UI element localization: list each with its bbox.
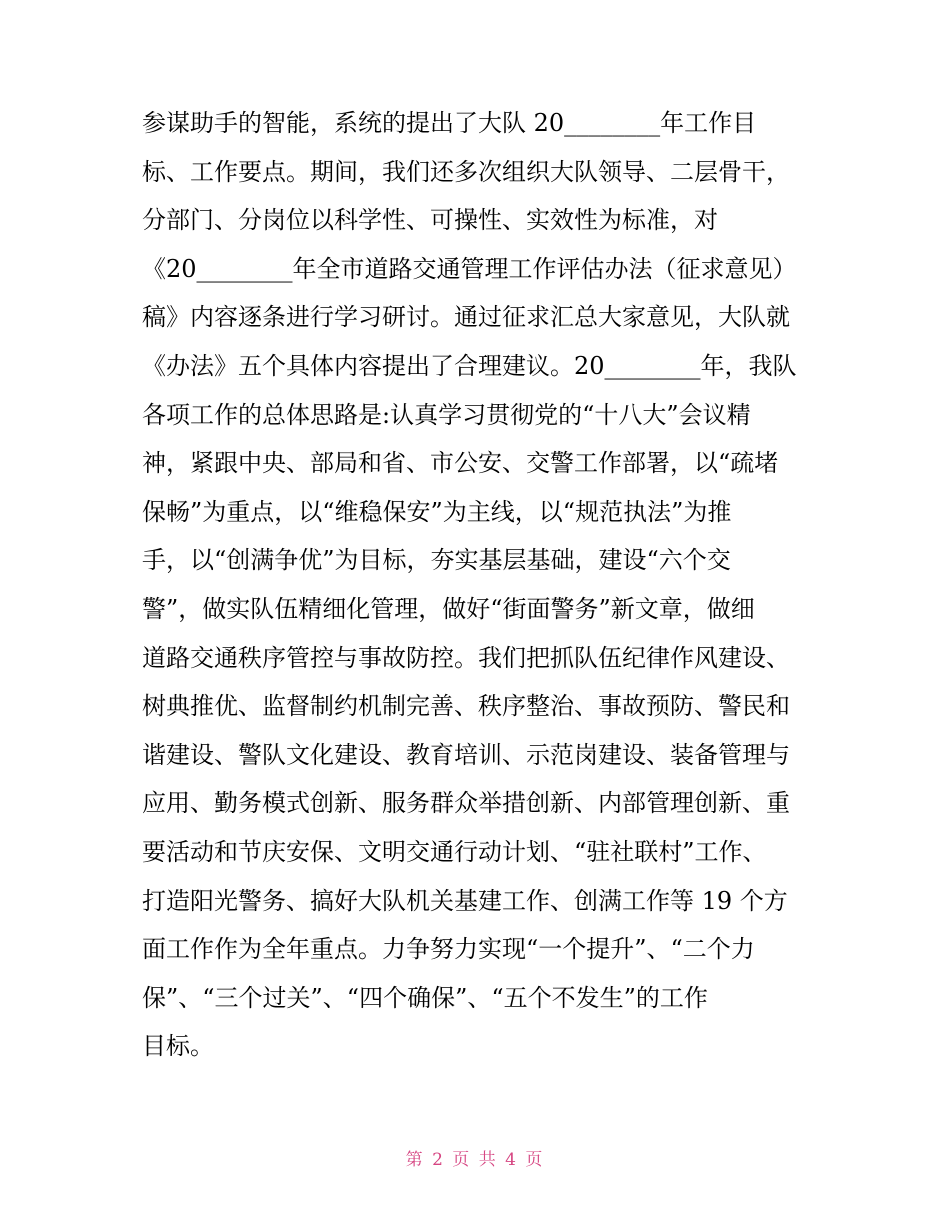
text-line: 要活动和节庆安保、文明交通行动计划、“驻社联村”工作、 <box>142 837 767 866</box>
text-line: 面工作作为全年重点。力争努力实现“一个提升”、“二个力 <box>142 935 755 964</box>
text-line: 手，以“创满争优”为目标，夯实基层基础，建设“六个交 <box>142 546 731 575</box>
text-line: 保”、“三个过关”、“四个确保”、“五个不发生”的工作 <box>142 983 708 1012</box>
page-number-footer: 第 2 页 共 4 页 <box>405 1150 545 1170</box>
text-line: 谐建设、警队文化建设、教育培训、示范岗建设、装备管理与 <box>142 740 790 769</box>
text-line: 各项工作的总体思路是:认真学习贯彻党的“十八大”会议精 <box>142 400 751 429</box>
text-line: 分部门、分岗位以科学性、可操性、实效性为标准，对 <box>142 206 718 235</box>
body-text <box>142 99 822 1071</box>
text-line: 树典推优、监督制约机制完善、秩序整治、事故预防、警民和 <box>142 692 790 721</box>
text-line: 标、工作要点。期间，我们还多次组织大队领导、二层骨干， <box>142 157 790 186</box>
text-line: 保畅”为重点，以“维稳保安”为主线，以“规范执法”为推 <box>142 497 732 526</box>
text-line: 《20________年全市道路交通管理工作评估办法（征求意见） <box>142 254 797 283</box>
text-line: 参谋助手的智能，系统的提出了大队 20________年工作目 <box>142 109 757 137</box>
text-line: 目标。 <box>142 1032 214 1061</box>
text-line: 神，紧跟中央、部局和省、市公安、交警工作部署，以“疏堵 <box>142 449 779 478</box>
text-line: 警”，做实队伍精细化管理，做好“街面警务”新文章，做细 <box>142 594 755 623</box>
text-line: 《办法》五个具体内容提出了合理建议。20________年，我队 <box>142 351 797 380</box>
text-line: 稿》内容逐条进行学习研讨。通过征求汇总大家意见，大队就 <box>142 303 790 332</box>
text-line: 道路交通秩序管控与事故防控。我们把抓队伍纪律作风建设、 <box>142 643 790 672</box>
text-line: 打造阳光警务、搞好大队机关基建工作、创满工作等 19 个方 <box>142 886 788 915</box>
text-line: 应用、勤务模式创新、服务群众举措创新、内部管理创新、重 <box>142 789 790 818</box>
